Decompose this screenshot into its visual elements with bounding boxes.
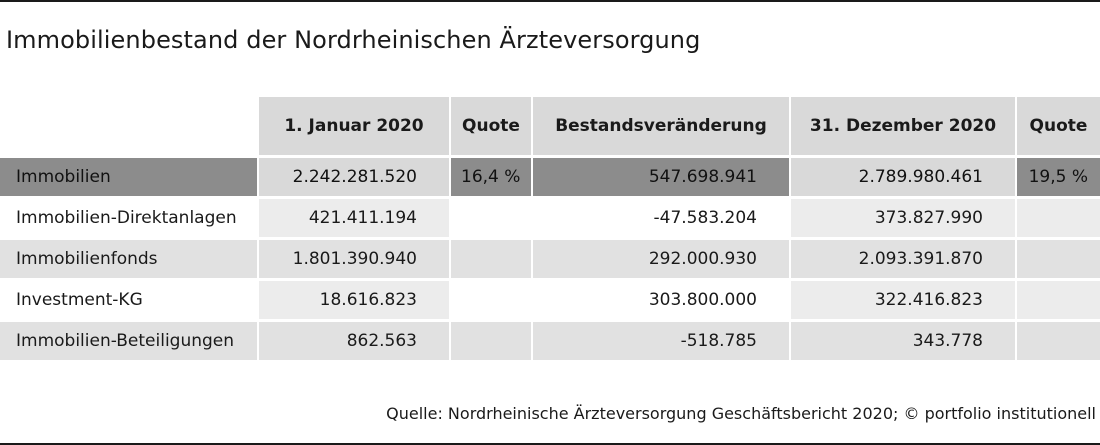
- row-label: Immobilien: [0, 157, 258, 198]
- value-quote-dec: 19,5 %: [1016, 157, 1100, 198]
- value-change: 292.000.930: [532, 239, 790, 280]
- value-dec: 343.778: [790, 321, 1016, 362]
- value-change: -47.583.204: [532, 198, 790, 239]
- value-change: 303.800.000: [532, 280, 790, 321]
- row-label: Investment-KG: [0, 280, 258, 321]
- value-quote-dec: [1016, 321, 1100, 362]
- value-quote-dec: [1016, 198, 1100, 239]
- header-quote-dec: Quote: [1016, 97, 1100, 157]
- table-row: [0, 198, 1100, 239]
- header-blank: [0, 97, 258, 157]
- holdings-table: [0, 97, 1100, 363]
- value-jan: 2.242.281.520: [258, 157, 450, 198]
- value-quote-jan: [450, 321, 532, 362]
- value-change: -518.785: [532, 321, 790, 362]
- row-label: Immobilien-Beteiligungen: [0, 321, 258, 362]
- value-quote-dec: [1016, 280, 1100, 321]
- page-title: Immobilienbestand der Nordrheinischen Ärzteversorgung: [6, 26, 701, 54]
- header-jan-2020: 1. Januar 2020: [258, 97, 450, 157]
- table-row: [0, 239, 1100, 280]
- table-row: [0, 280, 1100, 321]
- source-note: Quelle: Nordrheinische Ärzteversorgung Geschäftsbericht 2020; © portfolio institutionell: [386, 404, 1096, 423]
- table-header-row: [0, 97, 1100, 157]
- value-dec: 2.093.391.870: [790, 239, 1016, 280]
- value-quote-jan: [450, 198, 532, 239]
- value-dec: 2.789.980.461: [790, 157, 1016, 198]
- header-quote-jan: Quote: [450, 97, 532, 157]
- value-jan: 1.801.390.940: [258, 239, 450, 280]
- value-quote-jan: 16,4 %: [450, 157, 532, 198]
- value-dec: 373.827.990: [790, 198, 1016, 239]
- header-dec-2020: 31. Dezember 2020: [790, 97, 1016, 157]
- table-row: [0, 157, 1100, 198]
- value-jan: 862.563: [258, 321, 450, 362]
- row-label: Immobilienfonds: [0, 239, 258, 280]
- row-label: Immobilien-Direktanlagen: [0, 198, 258, 239]
- value-jan: 18.616.823: [258, 280, 450, 321]
- value-change: 547.698.941: [532, 157, 790, 198]
- value-dec: 322.416.823: [790, 280, 1016, 321]
- table-row: [0, 321, 1100, 362]
- value-quote-jan: [450, 280, 532, 321]
- value-jan: 421.411.194: [258, 198, 450, 239]
- value-quote-dec: [1016, 239, 1100, 280]
- value-quote-jan: [450, 239, 532, 280]
- header-change: Bestandsveränderung: [532, 97, 790, 157]
- top-rule: [0, 0, 1100, 2]
